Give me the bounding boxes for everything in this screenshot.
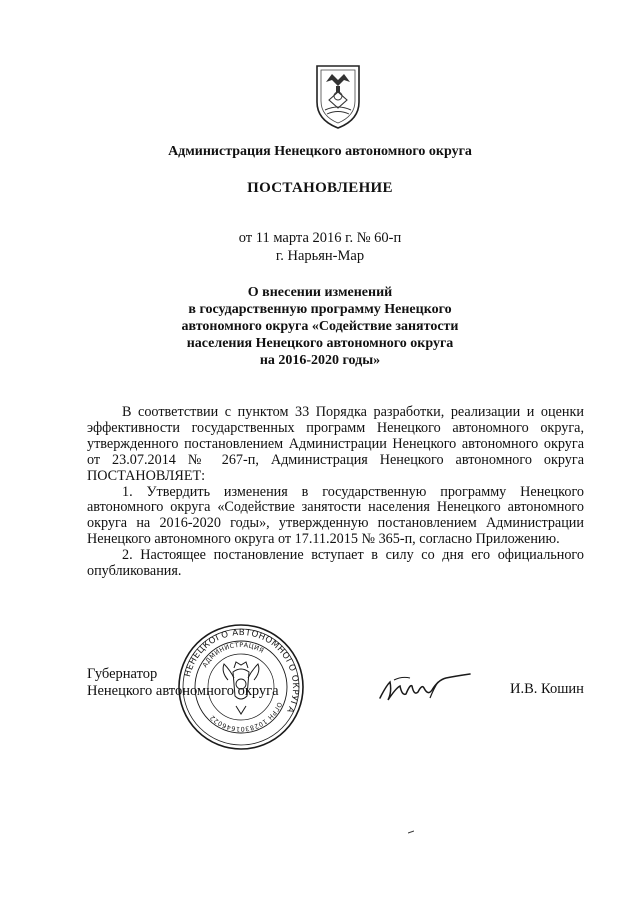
document-subject <box>0 284 640 369</box>
seal-number-text: ОГРН 1028301646022 <box>208 700 284 734</box>
body-paragraph: 1. Утвердить изменения в государственную программу Ненецкого автономного округа «Содействие занятости населения Ненецкого автономного округа на 2016-2020 годы», утвержденную постановлением Администрации Ненецкого автономного округа от 17.11.2015 № 365-п, согласно Приложению. <box>87 483 584 548</box>
city-line: г. Нарьян-Мар <box>275 248 365 264</box>
seal-inner-text: АДМИНИСТРАЦИЯ <box>200 640 266 669</box>
scan-speck <box>408 830 414 834</box>
subject-line: в государственную программу Ненецкого <box>188 302 452 317</box>
handwritten-signature-icon <box>376 668 476 708</box>
signatory-title-line: Ненецкого автономного округа <box>87 683 279 699</box>
date-line: от 11 марта 2016 г. № 60-п <box>238 230 402 246</box>
organization-name: Администрация Ненецкого автономного округа <box>168 144 472 159</box>
coat-of-arms-icon <box>313 60 363 130</box>
subject-line: населения Ненецкого автономного округа <box>186 336 454 351</box>
document-type: ПОСТАНОВЛЕНИЕ <box>247 180 393 196</box>
official-seal-icon <box>176 622 306 752</box>
document-body <box>87 405 584 580</box>
signer-name: И.В. Кошин <box>510 681 584 697</box>
seal-outer-text: НЕНЕЦКОГО АВТОНОМНОГО ОКРУГА <box>183 627 301 715</box>
subject-line: на 2016-2020 годы» <box>259 353 381 368</box>
svg-text:ОГРН 1028301646022 <box>208 701 284 733</box>
body-paragraph: 2. Настоящее постановление вступает в силу со дня его официального опубликования. <box>87 547 584 580</box>
body-paragraph: В соответствии с пунктом 33 Порядка разработки, реализации и оценки эффективности государственных программ Ненецкого автономного округа, утвержденного постановлением Администрации Ненецкого автономного округа от 23.07.2014 № 267-п, Администрация Ненецкого автономного округа ПОСТАНОВЛЯЕТ: <box>87 404 584 484</box>
subject-line: автономного округа «Содействие занятости <box>181 319 459 334</box>
date-block <box>0 229 640 265</box>
signatory-title-line: Губернатор <box>87 666 158 682</box>
subject-line: О внесении изменений <box>247 285 393 300</box>
